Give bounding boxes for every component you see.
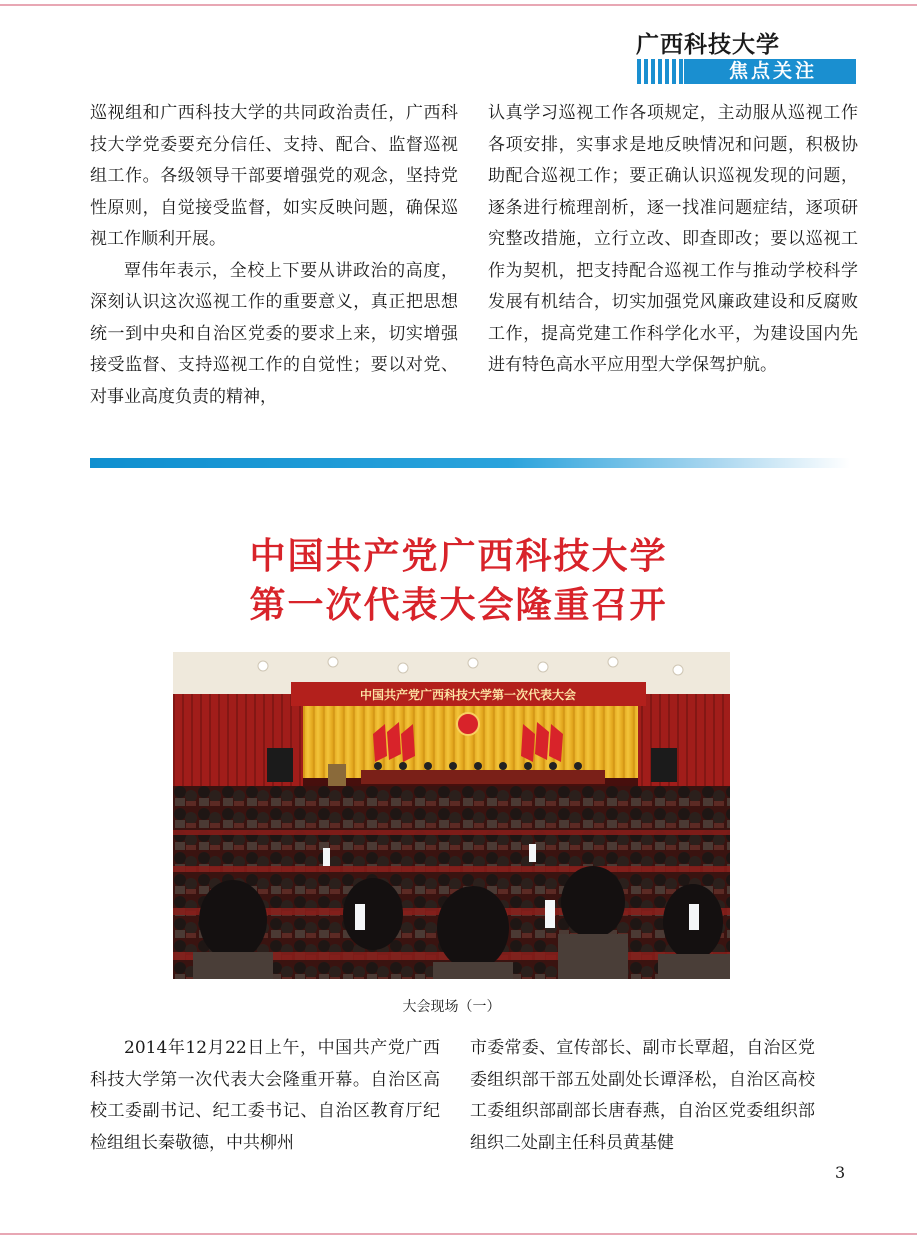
article-headline-line-2: 第一次代表大会隆重召开 — [249, 585, 668, 626]
photo-caption: 大会现场（一） — [402, 999, 501, 1015]
section-label: 焦点关注 — [728, 60, 817, 82]
banner-stripes — [634, 59, 684, 84]
top-left-column — [90, 98, 458, 413]
paragraph: 巡视组和广西科技大学的共同政治责任，广西科技大学党委要充分信任、支持、配合、监督巡视组工作。各级领导干部要增强党的观念，坚持党性原则，自觉接受监督，如实反映问题，确保巡视工作顺利开展。 — [90, 103, 458, 249]
paragraph: 市委常委、宣传部长、副市长覃超，自治区党委组织部干部五处副处长谭泽松，自治区高校工委组织部副部长唐春燕，自治区党委组织部组织二处副主任科员黄基健 — [470, 1038, 815, 1153]
paragraph: 覃伟年表示，全校上下要从讲政治的高度，深刻认识这次巡视工作的重要意义，真正把思想统一到中央和自治区党委的要求上来，切实增强接受监督、支持巡视工作的自觉性；要以对党、对事业高度负责的精神， — [90, 260, 458, 407]
bottom-border-rule — [0, 1233, 917, 1235]
paragraph: 认真学习巡视工作各项规定，主动服从巡视工作各项安排，实事求是地反映情况和问题，积极协助配合巡视工作；要正确认识巡视发现的问题，逐条进行梳理剖析，逐一找准问题症结，逐项研究整改措施，立行立改、即查即改；要以巡视工作为契机，把支持配合巡视工作与推动学校科学发展有机结合，切实加强党风廉政建设和反腐败工作，提高党建工作科学化水平，为建设国内先进有特色高水平应用型大学保驾护航。 — [488, 103, 858, 375]
paragraph: 2014年12月22日上午，中国共产党广西科技大学第一次代表大会隆重开幕。自治区高校工委副书记、纪工委书记、自治区教育厅纪检组组长秦敬德，中共柳州 — [90, 1038, 440, 1153]
conference-photo — [173, 652, 730, 979]
section-banner — [634, 59, 856, 84]
section-divider — [90, 458, 850, 468]
page-number: 3 — [835, 1163, 846, 1182]
photo-banner-text: 中国共产党广西科技大学第一次代表大会 — [359, 688, 577, 702]
top-right-column — [488, 98, 858, 382]
article-headline-line-1: 中国共产党广西科技大学 — [249, 536, 668, 577]
bottom-right-column — [470, 1033, 815, 1159]
top-border-rule — [0, 4, 917, 6]
bottom-left-column — [90, 1033, 440, 1159]
journal-title: 广西科技大学 — [636, 32, 780, 58]
